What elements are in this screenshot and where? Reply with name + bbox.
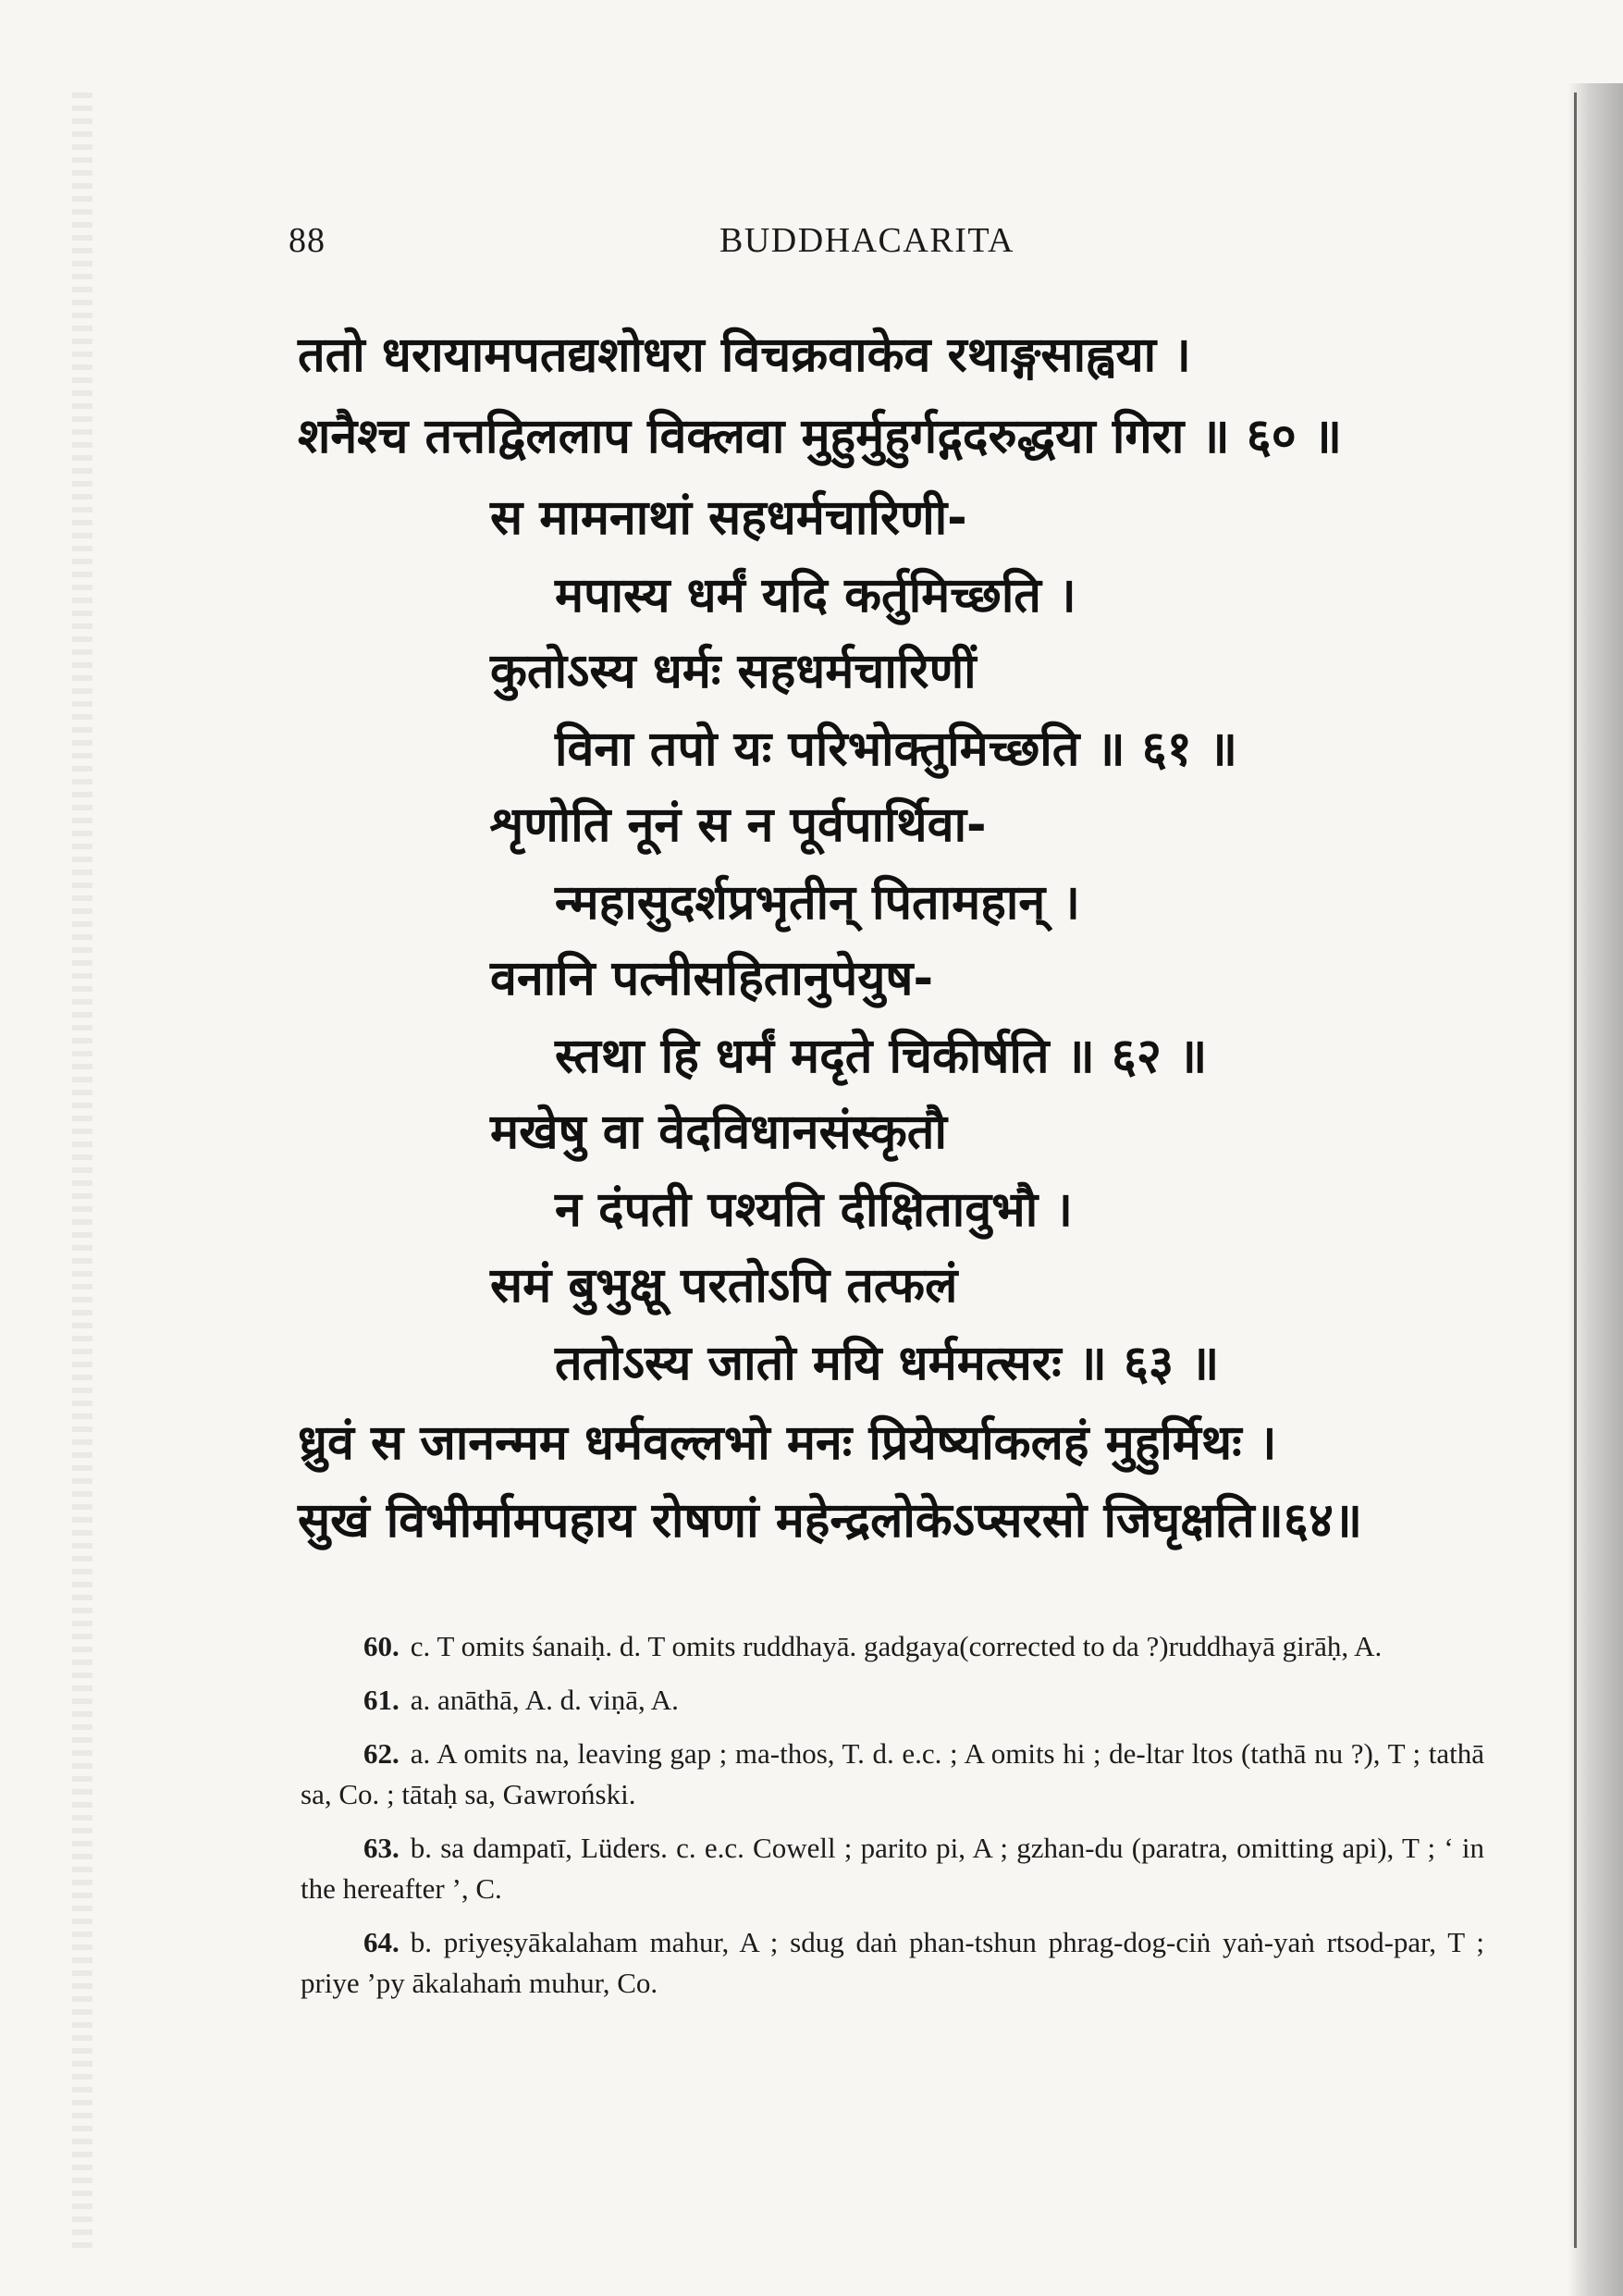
verse-line: सुखं विभीर्मामपहाय रोषणां महेन्द्रलोकेऽप्सरसो जिघृक्षति॥६४॥	[298, 1493, 1363, 1549]
verse-line: मखेषु वा वेदविधानसंस्कृतौ	[490, 1105, 947, 1160]
footnote	[301, 1680, 1484, 1721]
verse-line: शनैश्च तत्तद्विललाप विक्लवा मुहुर्मुहुर्गद्गदरुद्धया गिरा ॥ ६० ॥	[298, 409, 1343, 464]
verse-line: न्महासुदर्शप्रभृतीन् पितामहान् ।	[555, 875, 1081, 931]
footnote-text: a. A omits na, leaving gap ; ma-thos, T. d. e.c. ; A omits hi ; de-ltar ltos (tathā nu ?), T ; tathā sa, Co. ; tātaḥ sa, Gawroński.	[301, 1737, 1484, 1810]
footnote-number: 63.	[363, 1832, 400, 1864]
verse-line: मपास्य धर्मं यदि कर्तुमिच्छति ।	[555, 568, 1076, 623]
footnotes	[301, 1626, 1484, 2017]
verse-line: ततो धरायामपतद्यशोधरा विचक्रवाकेव रथाङ्गसाह्वया ।	[298, 327, 1191, 383]
footnote	[301, 1626, 1484, 1667]
page-number: 88	[289, 221, 326, 260]
footnote-number: 62.	[363, 1737, 400, 1770]
footnote-number: 61.	[363, 1684, 400, 1716]
scan-edge-line	[1574, 93, 1577, 2248]
verse-line: स मामनाथां सहधर्मचारिणी-	[490, 490, 967, 546]
verse-line: कुतोऽस्य धर्मः सहधर्मचारिणीं	[490, 644, 977, 699]
footnote-text: c. T omits śanaiḥ. d. T omits ruddhayā. gadgaya(corrected to da ?)ruddhayā girāḥ, A.	[410, 1630, 1383, 1662]
running-head	[289, 220, 1334, 266]
verse-line: समं बुभुक्षू परतोऽपि तत्फलं	[490, 1258, 958, 1314]
verse-line: ध्रुवं स जानन्मम धर्मवल्लभो मनः प्रियेर्ष्याकलहं मुहुर्मिथः ।	[298, 1415, 1277, 1471]
verse-line: ततोऽस्य जातो मयि धर्ममत्सरः ॥ ६३ ॥	[555, 1336, 1220, 1391]
scan-edge-left	[72, 93, 92, 2248]
verse-line: स्तथा हि धर्मं मदृते चिकीर्षति ॥ ६२ ॥	[555, 1029, 1208, 1084]
footnote	[301, 1922, 1484, 2004]
footnote-text: a. anāthā, A. d. viṇā, A.	[410, 1684, 679, 1716]
footnote-number: 60.	[363, 1630, 400, 1662]
verse-line: न दंपती पश्यति दीक्षितावुभौ ।	[555, 1182, 1074, 1238]
footnote-text: b. priyeṣyākalaham mahur, A ; sdug daṅ phan-tshun phrag-dog-ciṅ yaṅ-yaṅ rtsod-par, T ; priye ’py ākalahaṁ muhur, Co.	[301, 1926, 1484, 1999]
footnote	[301, 1734, 1484, 1815]
verse-line: वनानि पत्नीसहितानुपेयुष-	[490, 951, 934, 1006]
footnote-text: b. sa dampatī, Lüders. c. e.c. Cowell ; parito pi, A ; gzhan-du (paratra, omitting api), T ; ‘ in the hereafter ’, C.	[301, 1832, 1484, 1905]
verse-line: शृणोति नूनं स न पूर्वपार्थिवा-	[490, 797, 987, 853]
footnote	[301, 1828, 1484, 1909]
verse-line: विना तपो यः परिभोक्तुमिच्छति ॥ ६१ ॥	[555, 722, 1238, 777]
running-title: BUDDHACARITA	[719, 221, 1014, 260]
footnote-number: 64.	[363, 1926, 400, 1958]
